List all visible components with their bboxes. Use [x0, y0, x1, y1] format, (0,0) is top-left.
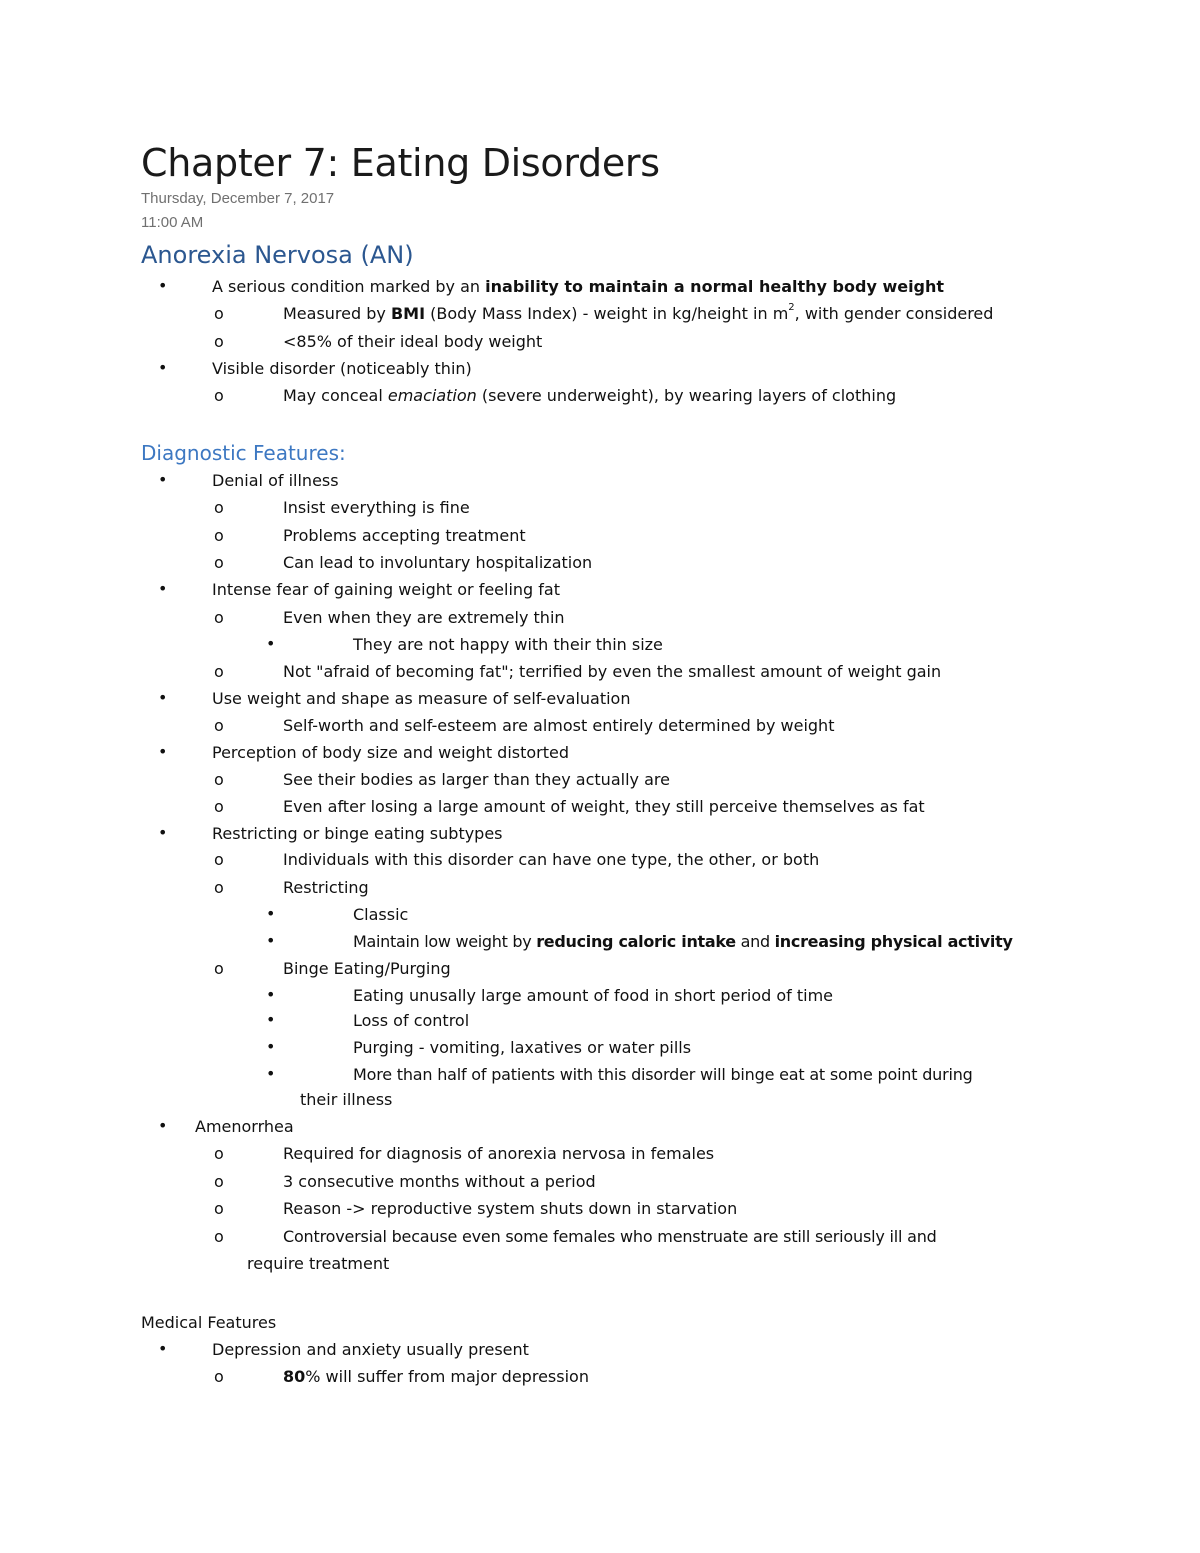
list-item: Intense fear of gaining weight or feeling fat	[212, 580, 560, 599]
list-item: Use weight and shape as measure of self-evaluation	[212, 689, 631, 708]
bullet-filled: •	[266, 1037, 276, 1056]
list-item: Eating unusally large amount of food in short period of time	[353, 986, 834, 1005]
bullet-filled: •	[266, 1064, 276, 1083]
bullet-open: o	[214, 1172, 224, 1191]
bullet-filled: •	[158, 579, 168, 598]
list-item: Insist everything is fine	[283, 498, 470, 517]
bullet-filled: •	[158, 742, 168, 761]
list-item: May conceal emaciation (severe underweight), by wearing layers of clothing	[283, 386, 897, 405]
bullet-filled: •	[266, 1010, 276, 1029]
bullet-filled: •	[158, 1116, 168, 1135]
list-item: Depression and anxiety usually present	[212, 1340, 529, 1359]
bullet-open: o	[214, 1144, 224, 1163]
bullet-filled: •	[158, 688, 168, 707]
bullet-open: o	[214, 553, 224, 572]
list-item: Reason -> reproductive system shuts down in starvation	[283, 1199, 738, 1218]
bullet-open: o	[214, 716, 224, 735]
bullet-open: o	[214, 386, 224, 405]
list-item: Classic	[353, 905, 409, 924]
list-item: Even after losing a large amount of weight, they still perceive themselves as fat	[283, 797, 925, 816]
section-heading-diagnostic: Diagnostic Features:	[141, 441, 346, 465]
bullet-open: o	[214, 1227, 224, 1246]
list-item: 3 consecutive months without a period	[283, 1172, 596, 1191]
list-item: Individuals with this disorder can have one type, the other, or both	[283, 850, 820, 869]
bullet-open: o	[214, 878, 224, 897]
bullet-open: o	[214, 850, 224, 869]
bullet-open: o	[214, 797, 224, 816]
list-item: Can lead to involuntary hospitalization	[283, 553, 593, 572]
list-item: Perception of body size and weight distorted	[212, 743, 570, 762]
list-item: Problems accepting treatment	[283, 526, 526, 545]
bullet-filled: •	[158, 276, 168, 295]
bullet-open: o	[214, 959, 224, 978]
list-item: Even when they are extremely thin	[283, 608, 565, 627]
list-item: Controversial because even some females who menstruate are still seriously ill and	[283, 1227, 937, 1246]
list-item: Restricting or binge eating subtypes	[212, 824, 503, 843]
bullet-open: o	[214, 526, 224, 545]
note-date: Thursday, December 7, 2017	[141, 190, 335, 207]
bullet-filled: •	[158, 470, 168, 489]
bullet-filled: •	[266, 904, 276, 923]
list-item: They are not happy with their thin size	[353, 635, 663, 654]
bullet-open: o	[214, 498, 224, 517]
list-item: Binge Eating/Purging	[283, 959, 451, 978]
list-item: Visible disorder (noticeably thin)	[212, 359, 472, 378]
bullet-open: o	[214, 608, 224, 627]
section-heading-anorexia: Anorexia Nervosa (AN)	[141, 241, 414, 269]
list-item-continuation: require treatment	[247, 1254, 390, 1273]
list-item: <85% of their ideal body weight	[283, 332, 543, 351]
list-item-continuation: their illness	[300, 1090, 393, 1109]
list-item: Purging - vomiting, laxatives or water pills	[353, 1038, 692, 1057]
list-item: Measured by BMI (Body Mass Index) - weight in kg/height in $m^2$, with gender considered	[283, 302, 994, 323]
bullet-filled: •	[158, 358, 168, 377]
list-item: Denial of illness	[212, 471, 339, 490]
bullet-filled: •	[266, 931, 276, 950]
list-item: More than half of patients with this disorder will binge eat at some point during	[353, 1065, 973, 1084]
note-time: 11:00 AM	[141, 214, 204, 231]
bullet-filled: •	[158, 1339, 168, 1358]
bullet-open: o	[214, 662, 224, 681]
page-title: Chapter 7: Eating Disorders	[141, 141, 660, 185]
section-heading-medical: Medical Features	[141, 1313, 277, 1332]
bullet-open: o	[214, 1367, 224, 1386]
bullet-filled: •	[266, 634, 276, 653]
list-item: Not "afraid of becoming fat"; terrified by even the smallest amount of weight gain	[283, 662, 942, 681]
bullet-open: o	[214, 1199, 224, 1218]
list-item: Loss of control	[353, 1011, 470, 1030]
list-item: Self-worth and self-esteem are almost entirely determined by weight	[283, 716, 835, 735]
bullet-open: o	[214, 770, 224, 789]
list-item: See their bodies as larger than they actually are	[283, 770, 670, 789]
bullet-filled: •	[266, 985, 276, 1004]
list-item: Required for diagnosis of anorexia nervosa in females	[283, 1144, 715, 1163]
list-item: Amenorrhea	[195, 1117, 294, 1136]
bullet-open: o	[214, 332, 224, 351]
list-item: 80% will suffer from major depression	[283, 1367, 589, 1386]
list-item: Maintain low weight by reducing caloric intake and increasing physical activity	[353, 932, 1013, 951]
list-item: Restricting	[283, 878, 369, 897]
bullet-filled: •	[158, 823, 168, 842]
list-item: A serious condition marked by an inability to maintain a normal healthy body weight	[212, 277, 945, 296]
bullet-open: o	[214, 304, 224, 323]
